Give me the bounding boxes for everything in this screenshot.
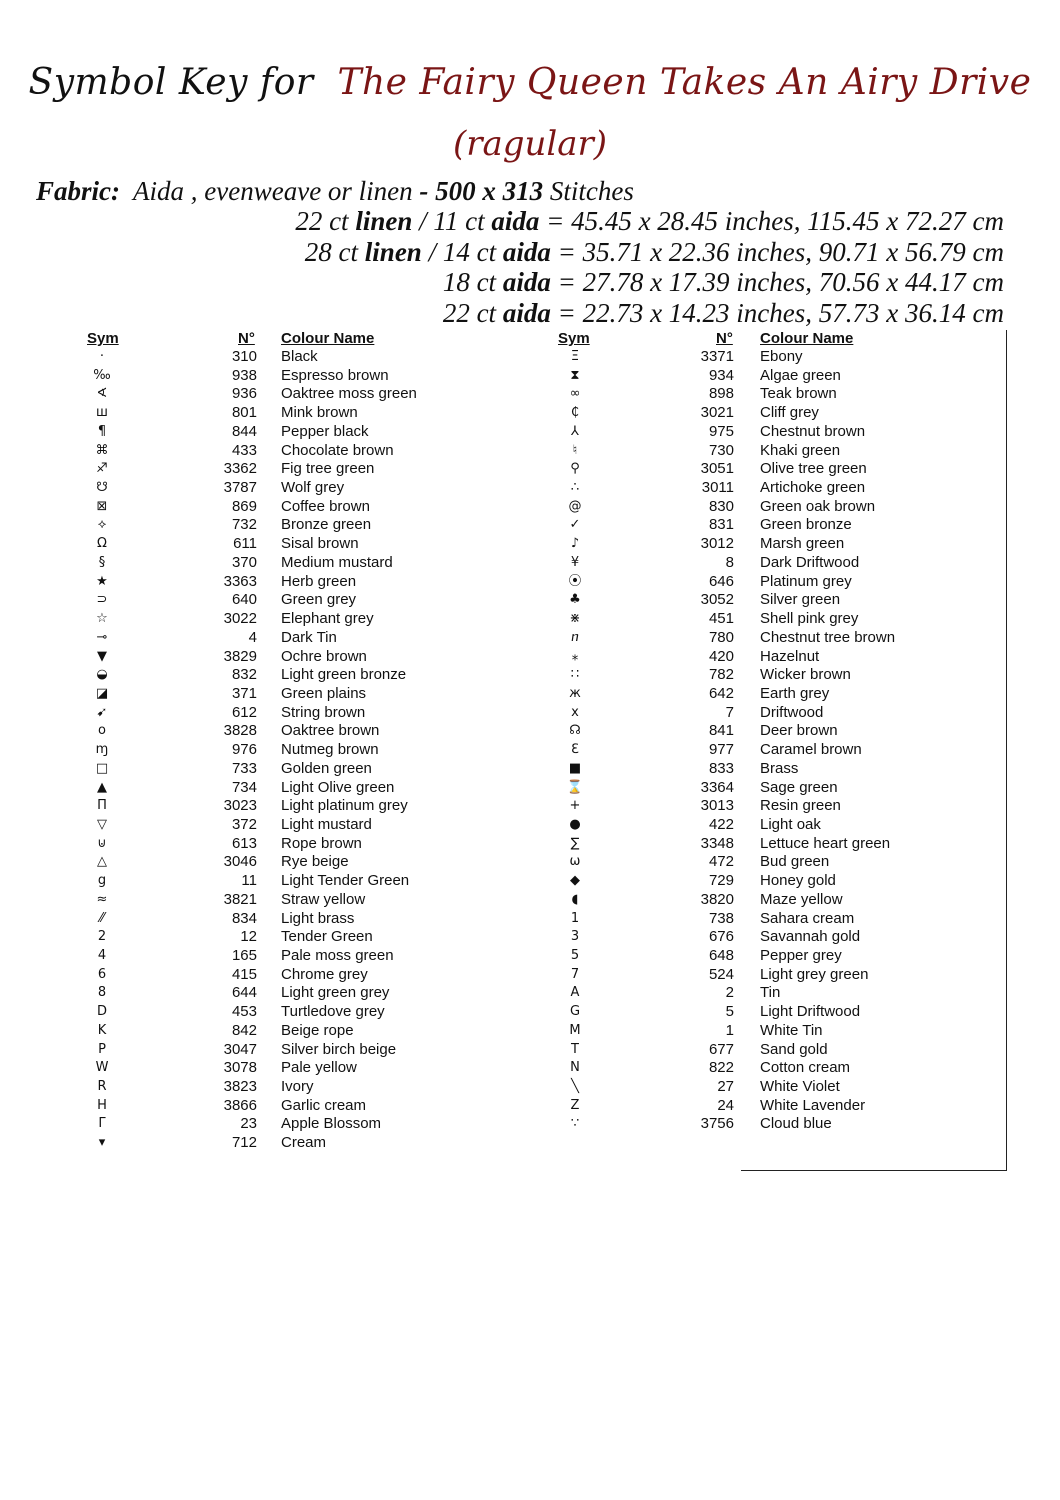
stitch-symbol: ⁎	[571, 648, 579, 664]
thread-number: 832	[231, 666, 257, 684]
stitch-symbol: ∢	[96, 386, 108, 402]
colour-name: Olive tree green	[760, 460, 867, 478]
stitch-symbol: +	[569, 798, 581, 814]
thread-number: 677	[708, 1040, 734, 1058]
stitch-symbol: ◪	[95, 685, 109, 701]
thread-number: 524	[708, 965, 734, 983]
thread-number: 730	[708, 441, 734, 459]
colour-name: Caramel brown	[760, 741, 862, 759]
header-name-right: Colour Name	[760, 330, 854, 347]
colour-name: Green oak brown	[760, 497, 876, 515]
stitch-symbol: ‰	[93, 367, 111, 383]
header-name-left: Colour Name	[281, 330, 375, 347]
colour-name: Golden green	[281, 759, 372, 777]
fabric-label: Fabric:	[36, 176, 120, 206]
colour-name: White Lavender	[760, 1096, 866, 1114]
colour-name: Savannah gold	[760, 928, 861, 946]
fabric-dash: -	[419, 176, 429, 206]
thread-number: 433	[231, 441, 257, 459]
table-border-bottom	[741, 1170, 1007, 1171]
stitch-symbol: P	[98, 1041, 106, 1057]
colour-name: Algae green	[760, 366, 841, 384]
colour-name: Light brass	[281, 909, 355, 927]
stitch-symbol: ⊸	[96, 629, 108, 645]
colour-name: Shell pink grey	[760, 610, 859, 628]
stitch-symbol: G	[569, 1004, 581, 1020]
stitch-symbol: ▼	[97, 648, 107, 664]
thread-number: 27	[717, 1078, 734, 1096]
stitch-symbol: ¶	[97, 423, 107, 439]
pattern-name: The Fairy Queen Takes An Airy Drive	[337, 62, 1032, 103]
thread-number: 8	[725, 553, 734, 571]
thread-number: 371	[231, 684, 257, 702]
thread-number: 3013	[700, 797, 734, 815]
thread-number: 3021	[700, 404, 734, 422]
colour-name: Black	[281, 348, 318, 365]
colour-name: Light mustard	[281, 815, 372, 833]
thread-number: 738	[708, 909, 734, 927]
stitch-symbol: ш	[96, 405, 108, 421]
stitch-symbol: ☊	[569, 723, 581, 739]
stitch-symbol: ℇ	[571, 742, 579, 758]
fabric-types: Aida , evenweave or linen	[133, 176, 413, 206]
thread-number: 782	[708, 666, 734, 684]
colour-name: Light green bronze	[281, 666, 407, 684]
stitch-symbol: ∴	[570, 480, 580, 496]
thread-number: 834	[231, 909, 257, 927]
stitch-symbol: Z	[570, 1097, 580, 1113]
thread-number: 842	[231, 1021, 257, 1039]
colour-name: Sage green	[760, 778, 838, 796]
thread-number: 4	[248, 628, 257, 646]
table-border-right	[1006, 330, 1007, 1170]
stitch-symbol: ★	[96, 573, 108, 589]
thread-number: 310	[231, 348, 257, 365]
thread-number: 3022	[223, 610, 257, 628]
thread-number: 3078	[223, 1059, 257, 1077]
stitch-symbol: @	[568, 498, 582, 514]
stitch-symbol: ∵	[570, 1116, 580, 1132]
stitch-symbol: 7	[570, 966, 580, 982]
stitch-symbol: T	[571, 1041, 579, 1057]
thread-number: 451	[708, 610, 734, 628]
thread-number: 3823	[223, 1078, 257, 1096]
colour-name: Cloud blue	[760, 1115, 832, 1133]
stitch-symbol: x	[571, 704, 579, 720]
colour-name: Pepper grey	[760, 947, 842, 964]
thread-number: 3362	[223, 460, 257, 478]
colour-name: Garlic cream	[281, 1096, 367, 1114]
thread-number: 415	[231, 965, 257, 983]
colour-name: Teak brown	[760, 385, 837, 403]
colour-name: Honey gold	[760, 872, 836, 890]
fabric-size-list	[295, 206, 1004, 328]
colour-name: Green bronze	[760, 516, 852, 534]
stitch-symbol: ♐	[96, 461, 108, 477]
stitch-symbol: ◖	[571, 891, 579, 907]
stitch-symbol: Π	[97, 798, 107, 814]
stitch-symbol: Ω	[97, 536, 107, 552]
stitch-symbol: ⊠	[96, 498, 108, 514]
colour-name: Cliff grey	[760, 404, 819, 422]
thread-number: 165	[231, 947, 257, 964]
thread-number: 24	[717, 1096, 734, 1114]
stitch-symbol: D	[96, 1004, 107, 1020]
colour-name: Straw yellow	[281, 890, 366, 908]
thread-number: 648	[708, 947, 734, 964]
stitch-symbol: ▾	[98, 1135, 106, 1151]
stitch-symbol: ♮	[572, 442, 578, 458]
stitch-symbol: ⦿	[568, 573, 582, 589]
colour-name: Chestnut tree brown	[760, 628, 896, 646]
colour-name: Rope brown	[281, 834, 362, 852]
stitch-symbol: ∑	[570, 835, 580, 851]
thread-number: 3047	[223, 1040, 257, 1058]
stitch-symbol: ●	[569, 816, 581, 832]
stitch-symbol: N	[570, 1060, 580, 1076]
colour-name: Beige rope	[281, 1021, 354, 1039]
colour-name: Light platinum grey	[281, 797, 408, 815]
thread-number: 844	[231, 422, 257, 440]
thread-number: 936	[231, 385, 257, 403]
colour-name: Chestnut brown	[760, 422, 866, 440]
thread-number: 7	[725, 703, 734, 721]
stitch-symbol: ∞	[569, 386, 581, 402]
stitch-symbol: ■	[568, 760, 582, 776]
colour-name: Oaktree brown	[281, 722, 380, 740]
title-lead: Symbol Key for	[28, 62, 314, 103]
thread-number: 640	[231, 591, 257, 609]
thread-number: 898	[708, 385, 734, 403]
thread-number: 3023	[223, 797, 257, 815]
colour-name: Silver birch beige	[281, 1040, 397, 1058]
thread-number: 3012	[700, 535, 734, 553]
colour-name: Tin	[760, 984, 781, 1002]
colour-name: Wicker brown	[760, 666, 851, 684]
colour-name: Green plains	[281, 684, 367, 702]
thread-number: 676	[708, 928, 734, 946]
stitch-symbol: ⌘	[95, 442, 109, 458]
stitch-symbol: M	[569, 1022, 581, 1038]
thread-number: 644	[231, 984, 257, 1002]
colour-name: Driftwood	[760, 703, 824, 721]
colour-name: Artichoke green	[760, 479, 866, 497]
stitch-symbol: Ξ	[570, 349, 580, 364]
stitch-symbol: ☋	[96, 480, 108, 496]
thread-number: 830	[708, 497, 734, 515]
stitch-symbol: 5	[570, 948, 580, 963]
thread-number: 453	[231, 1003, 257, 1021]
thread-number: 646	[708, 572, 734, 590]
stitch-symbol: ¥	[570, 554, 580, 570]
thread-number: 976	[231, 741, 257, 759]
stitch-symbol: §	[98, 554, 106, 570]
stitch-symbol: ▽	[97, 816, 107, 832]
colour-name: Nutmeg brown	[281, 741, 379, 759]
thread-number: 372	[231, 815, 257, 833]
stitch-symbol: ✓	[569, 517, 581, 533]
stitches-word: Stitches	[549, 176, 634, 206]
header-sym-right: Sym	[558, 330, 590, 347]
stitch-symbol: ☆	[96, 611, 108, 627]
stitch-symbol: 4	[97, 948, 107, 963]
colour-name: Chrome grey	[281, 965, 368, 983]
size-line: 28 ct linen / 14 ct aida = 35.71 x 22.36 inches, 90.71 x 56.79 cm	[304, 236, 1004, 267]
stitch-symbol: ⚲	[570, 461, 580, 477]
stitch-symbol: ж	[569, 685, 581, 701]
thread-number: 3787	[223, 479, 257, 497]
thread-number: 712	[231, 1134, 257, 1152]
stitch-symbol: ѡ	[569, 854, 581, 870]
size-line: 22 ct linen / 11 ct aida = 45.45 x 28.45 inches, 115.45 x 72.27 cm	[295, 206, 1004, 236]
colour-name: Light Tender Green	[281, 872, 410, 890]
stitch-symbol: ♪	[570, 536, 580, 552]
stitch-symbol: ∷	[570, 667, 580, 683]
thread-number: 5	[725, 1003, 734, 1021]
colour-name: Turtledove grey	[281, 1003, 385, 1021]
stitch-symbol: ⊃	[96, 592, 108, 608]
colour-name: Light Driftwood	[760, 1003, 861, 1021]
thread-number: 11	[241, 872, 257, 890]
colour-name: Cream	[281, 1134, 327, 1152]
stitch-symbol: 6	[97, 966, 107, 982]
colour-name: Sisal brown	[281, 535, 359, 553]
thread-number: 938	[231, 366, 257, 384]
pattern-variant: (ragular)	[452, 124, 608, 164]
thread-number: 780	[708, 628, 734, 646]
stitch-symbol: R	[97, 1079, 107, 1095]
stitch-symbol: ⧗	[570, 367, 580, 383]
size-line: 18 ct aida = 27.78 x 17.39 inches, 70.56 x 44.17 cm	[442, 267, 1004, 297]
colour-name: Tender Green	[281, 928, 373, 946]
colour-name: Maze yellow	[760, 890, 843, 908]
thread-number: 3820	[700, 890, 734, 908]
colour-name: Light Olive green	[281, 778, 395, 796]
thread-number: 732	[231, 516, 257, 534]
colour-name: Cotton cream	[760, 1059, 851, 1077]
colour-name: Bronze green	[281, 516, 372, 534]
colour-name: Sahara cream	[760, 909, 855, 927]
colour-name: Pepper black	[281, 422, 369, 440]
thread-number: 934	[708, 366, 734, 384]
colour-name: Rye beige	[281, 853, 349, 871]
colour-name: Marsh green	[760, 535, 845, 553]
header-num-left: N°	[238, 330, 255, 347]
colour-name: White Violet	[760, 1078, 840, 1096]
thread-number: 3866	[223, 1096, 257, 1114]
colour-name: Ebony	[760, 348, 803, 365]
thread-number: 1	[725, 1021, 734, 1039]
colour-name: Hazelnut	[760, 647, 820, 665]
thread-number: 3348	[700, 834, 734, 852]
thread-number: 422	[708, 815, 734, 833]
thread-number: 3371	[700, 348, 734, 365]
stitch-symbol: g	[97, 873, 107, 889]
stitch-symbol: K	[97, 1022, 107, 1038]
colour-name: Khaki green	[760, 441, 841, 459]
colour-name: Mink brown	[281, 404, 358, 422]
colour-name: Medium mustard	[281, 553, 393, 571]
size-line: 22 ct aida = 22.73 x 14.23 inches, 57.73 x 36.14 cm	[442, 297, 1004, 328]
colour-name: Wolf grey	[281, 479, 345, 497]
stitch-symbol: ⌛	[566, 779, 584, 795]
colour-name: Platinum grey	[760, 572, 852, 590]
stitch-symbol: ⅄	[571, 423, 579, 439]
thread-number: 841	[708, 722, 734, 740]
colour-name: Dark Tin	[281, 628, 337, 646]
thread-number: 642	[708, 684, 734, 702]
stitch-symbol: A	[570, 985, 580, 1001]
colour-name: Light green grey	[281, 984, 390, 1002]
stitch-symbol: o	[98, 723, 106, 739]
stitch-symbol: ₵	[570, 405, 580, 421]
colour-name: Sand gold	[760, 1040, 828, 1058]
colour-name: Resin green	[760, 797, 841, 815]
thread-number: 3829	[223, 647, 257, 665]
colour-name: Pale moss green	[281, 947, 394, 964]
colour-name: Dark Driftwood	[760, 553, 860, 571]
header-sym-left: Sym	[87, 330, 119, 347]
colour-name: Brass	[760, 759, 799, 777]
colour-name: Earth grey	[760, 684, 830, 702]
header-num-right: N°	[716, 330, 733, 347]
thread-number: 2	[725, 984, 734, 1002]
thread-number: 831	[708, 516, 734, 534]
stitch-symbol: 1	[570, 910, 580, 926]
colour-name: Chocolate brown	[281, 441, 394, 459]
thread-number: 975	[708, 422, 734, 440]
colour-name: Light grey green	[760, 965, 869, 983]
thread-number: 729	[708, 872, 734, 890]
colour-name: String brown	[281, 703, 366, 721]
colour-name: Lettuce heart green	[760, 834, 891, 852]
thread-number: 420	[708, 647, 734, 665]
stitch-symbol: 3	[570, 929, 580, 945]
stitch-symbol: ɱ	[95, 742, 109, 758]
thread-number: 3011	[701, 479, 734, 497]
thread-number: 3363	[223, 572, 257, 590]
stitch-symbol: ♣	[569, 592, 581, 608]
stitch-symbol: ◆	[570, 873, 580, 889]
thread-number: 12	[240, 928, 257, 946]
stitch-symbol: ≈	[96, 891, 108, 907]
thread-number: 611	[233, 535, 257, 553]
colour-name: Pale yellow	[281, 1059, 357, 1077]
colour-name: Light oak	[760, 815, 821, 833]
colour-name: Ivory	[281, 1078, 314, 1096]
colour-name: Oaktree moss green	[281, 385, 417, 403]
thread-number: 822	[708, 1059, 734, 1077]
thread-number: 801	[231, 404, 257, 422]
stitch-symbol: ⊍	[97, 835, 107, 851]
stitch-symbol: 8	[97, 985, 107, 1001]
thread-number: 3051	[700, 460, 734, 478]
colour-name: Apple Blossom	[281, 1115, 382, 1133]
colour-name: Green grey	[281, 591, 357, 609]
stitch-symbol: Γ	[98, 1116, 106, 1132]
stitch-symbol: ⁄⁄	[99, 910, 105, 926]
colour-name: Ochre brown	[281, 647, 367, 665]
stitch-symbol: ➹	[96, 704, 108, 720]
stitch-symbol: □	[95, 760, 109, 776]
colour-name: Deer brown	[760, 722, 838, 740]
thread-number: 3052	[700, 591, 734, 609]
thread-number: 3046	[223, 853, 257, 871]
stitch-symbol: ╲	[571, 1079, 579, 1095]
page-title	[0, 62, 1060, 103]
thread-number: 3828	[223, 722, 257, 740]
stitch-symbol: ▲	[97, 779, 107, 795]
thread-number: 3756	[700, 1115, 734, 1133]
stitch-symbol: ⴖ	[571, 629, 579, 645]
thread-number: 734	[231, 778, 257, 796]
colour-name: White Tin	[760, 1021, 823, 1039]
thread-number: 869	[231, 497, 257, 515]
colour-name: Bud green	[760, 853, 830, 871]
fabric-line	[36, 176, 634, 207]
colour-name: Fig tree green	[281, 460, 375, 478]
thread-number: 613	[231, 834, 257, 852]
colour-name: Herb green	[281, 572, 357, 590]
stitch-symbol: ⟡	[97, 517, 107, 533]
thread-number: 833	[708, 759, 734, 777]
thread-number: 977	[708, 741, 734, 759]
stitch-symbol: ·	[99, 349, 105, 364]
thread-number: 23	[240, 1115, 257, 1133]
stitch-symbol: W	[95, 1060, 109, 1076]
colour-name: Silver green	[760, 591, 841, 609]
thread-number: 370	[231, 553, 257, 571]
colour-name: Coffee brown	[281, 497, 370, 515]
thread-number: 612	[231, 703, 257, 721]
stitch-count: 500 x 313	[435, 176, 544, 206]
stitch-symbol: △	[97, 854, 107, 870]
stitch-symbol: ◒	[96, 667, 108, 683]
thread-number: 3364	[700, 778, 734, 796]
colour-name: Elephant grey	[281, 610, 374, 628]
thread-number: 472	[708, 853, 734, 871]
stitch-symbol: 2	[97, 929, 107, 945]
stitch-symbol: H	[97, 1097, 107, 1113]
thread-number: 733	[231, 759, 257, 777]
thread-number: 3821	[223, 890, 257, 908]
stitch-symbol: ⋇	[569, 611, 581, 627]
colour-name: Espresso brown	[281, 366, 389, 384]
